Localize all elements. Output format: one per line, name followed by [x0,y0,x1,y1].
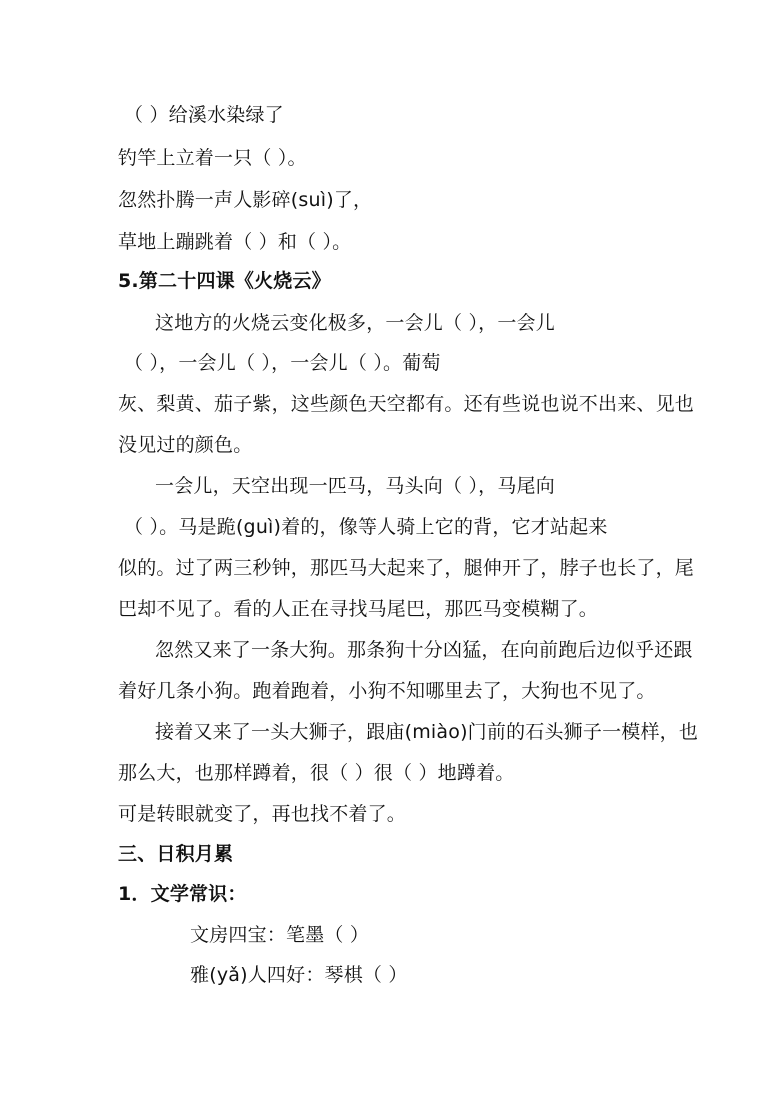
passage-line: 这地方的火烧云变化极多，一会儿（ ），一会儿 [155,312,555,334]
fill-line-3: 忽然扑腾一声人影碎(suì)了， [118,189,373,211]
passage-line: 着好几条小狗。跑着跑着，小狗不知哪里去了，大狗也不见了。 [118,680,656,702]
passage-line: 巴却不见了。看的人正在寻找马尾巴，那匹马变模糊了。 [118,598,599,620]
passage-line: 没见过的颜色。 [118,434,253,456]
passage-line: 那么大，也那样蹲着，很（ ）很（ ）地蹲着。 [118,762,515,784]
passage-line: 灰、梨黄、茄子紫，这些颜色天空都有。还有些说也说不出来、见也 [118,393,695,415]
passage-line: 忽然又来了一条大狗。那条狗十分凶猛，在向前跑后边似乎还跟 [155,639,693,661]
passage-line: 接着又来了一头大狮子，跟庙(miào)门前的石头狮子一模样，也 [155,721,699,743]
sub-heading: 1．文学常识： [118,883,247,905]
passage-line: 可是转眼就变了，再也找不着了。 [118,803,407,825]
passage-line: 似的。过了两三秒钟，那匹马大起来了，腿伸开了，脖子也长了，尾 [118,557,695,579]
fill-line-1: （ ）给溪水染绿了 [124,104,284,126]
passage-line: （ ）。马是跪(guì)着的，像等人骑上它的背，它才站起来 [124,516,608,538]
knowledge-item: 雅(yǎ)人四好：琴棋（ ） [190,964,408,986]
fill-line-2: 钓竿上立着一只（ ）。 [118,147,307,169]
passage-line: （ ），一会儿（ ），一会儿（ ）。葡萄 [124,352,441,374]
fill-line-4: 草地上蹦跳着（ ）和（ ）。 [118,231,352,253]
passage-line: 一会儿，天空出现一匹马，马头向（ ），马尾向 [155,475,555,497]
lesson-title: 5.第二十四课《火烧云》 [118,270,331,292]
section-heading: 三、日积月累 [118,843,234,865]
knowledge-item: 文房四宝：笔墨（ ） [190,924,370,946]
